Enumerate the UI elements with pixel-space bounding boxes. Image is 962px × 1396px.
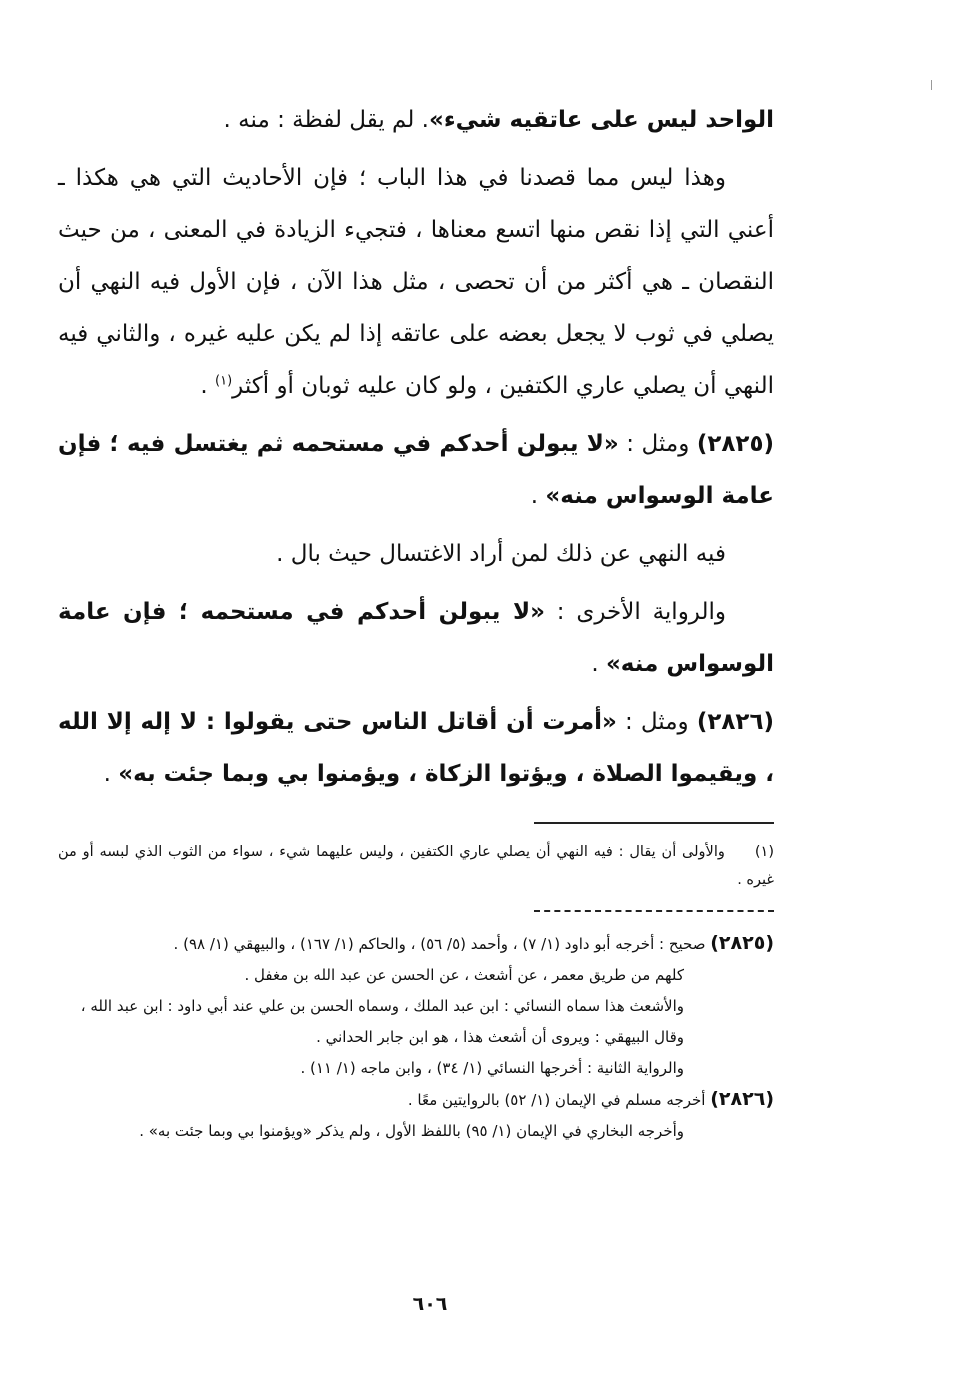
hadith-2825-end: . [530, 483, 546, 509]
paragraph-4: فيه النهي عن ذلك لمن أراد الاغتسال حيث بال . [276, 541, 726, 567]
takhrij-notes [58, 928, 774, 1147]
hadith-number-2826: (٢٨٢٦) [696, 709, 774, 735]
note-ref-2826: (٢٨٢٦) [710, 1088, 774, 1110]
note-2826 [58, 1084, 774, 1116]
paragraph-1-rest: . لم يقل لفظة : منه . [223, 107, 429, 133]
note-2825-line-5: والرواية الثانية : أخرجها النسائي (١/ ٣٤) ، وابن ماجه (١/ ١١) . [300, 1059, 684, 1077]
paragraph-2 [58, 152, 774, 412]
hadith-number-2825: (٢٨٢٥) [696, 431, 775, 457]
note-2825-line-4: وقال البيهقي : ويروى أن أشعث هذا ، هو ابن جابر الحداني . [316, 1028, 684, 1046]
hadith-2825 [58, 418, 774, 522]
footnote-reference: (١) [215, 373, 233, 389]
paragraph-5-end: . [591, 651, 606, 677]
hadith-continuation: الواحد ليس على عاتقيه شيء» [429, 107, 774, 133]
main-text [58, 94, 774, 806]
note-2825 [58, 928, 774, 960]
note-ref-2825: (٢٨٢٥) [710, 932, 774, 954]
paragraph-2-text: وهذا ليس مما قصدنا في هذا الباب ؛ فإن الأحاديث التي هي هكذا ـ أعني التي إذا نقص منها اتسع معناها ، فتجيء الزيادة في المعنى ، من حيث النقصان ـ هي أكثر من أن تحصى ، مثل هذا الآن ، فإن الأول فيه النهي أن يصلي في ثوب لا يجعل بعضه على عاتقه إذا لم يكن عليه غيره ، والثاني فيه النهي أن يصلي عاري الكتفين ، ولو كان عليه ثوبان أو أكثر [58, 165, 774, 399]
paragraph-1 [58, 94, 774, 146]
footnote-text: والأولى أن يقال : فيه النهي أن يصلي عاري الكتفين ، وليس عليهما شيء ، سواء من الثوب الذي لبسه أو من غيره . [58, 844, 774, 888]
hadith-2825-lead: ومثل : [618, 431, 697, 457]
paragraph-5 [58, 586, 774, 690]
hadith-2826 [58, 696, 774, 800]
footnote-marker: (١) [754, 844, 774, 860]
paragraph-5-quote: «لا يبولن أحدكم في مستحمه ؛ فإن عامة الوسواس منه» [58, 599, 774, 677]
note-2826-line-2: وأخرجه البخاري في الإيمان (١/ ٩٥) باللفظ الأول ، ولم يذكر «ويؤمنوا بي وبما جئت به» . [139, 1122, 684, 1140]
paragraph-5-lead: والرواية الأخرى : [544, 599, 726, 625]
hadith-2825-quote: «لا يبولن أحدكم في مستحمه ثم يغتسل فيه ؛ فإن عامة الوسواس منه» [58, 431, 774, 509]
note-2825-text: صحيح : أخرجه أبو داود (١/ ٧) ، وأحمد (٥/ ٥٦) ، والحاكم (١/ ١٦٧) ، والبيهقي (١/ ٩٨) . [173, 935, 711, 953]
notes-separator [534, 910, 774, 912]
hadith-2826-end: . [103, 761, 119, 787]
note-2825-line-3: والأشعث هذا سماه النسائي : ابن عبد الملك ، وسماه الحسن بن علي عند أبي داود : ابن عبد الله ، [80, 997, 684, 1015]
note-2825-line-2: كلهم من طريق معمر ، عن أشعث ، عن الحسن عن عبد الله بن مغفل . [244, 966, 684, 984]
scan-mark [931, 80, 932, 90]
paragraph-2-end: . [200, 373, 216, 399]
footnote-separator [534, 822, 774, 824]
footnote-1 [58, 838, 774, 894]
hadith-2826-lead: ومثل : [616, 709, 697, 735]
note-2826-text: أخرجه مسلم في الإيمان (١/ ٥٢) بالروايتين معًا . [407, 1091, 711, 1109]
page-number: ٦٠٦ [412, 1293, 448, 1315]
hadith-2826-quote: «أمرت أن أقاتل الناس حتى يقولوا : لا إله إلا الله ، ويقيموا الصلاة ، ويؤتوا الزكاة ، ويؤمنوا بي وبما جئت به» [58, 709, 774, 787]
